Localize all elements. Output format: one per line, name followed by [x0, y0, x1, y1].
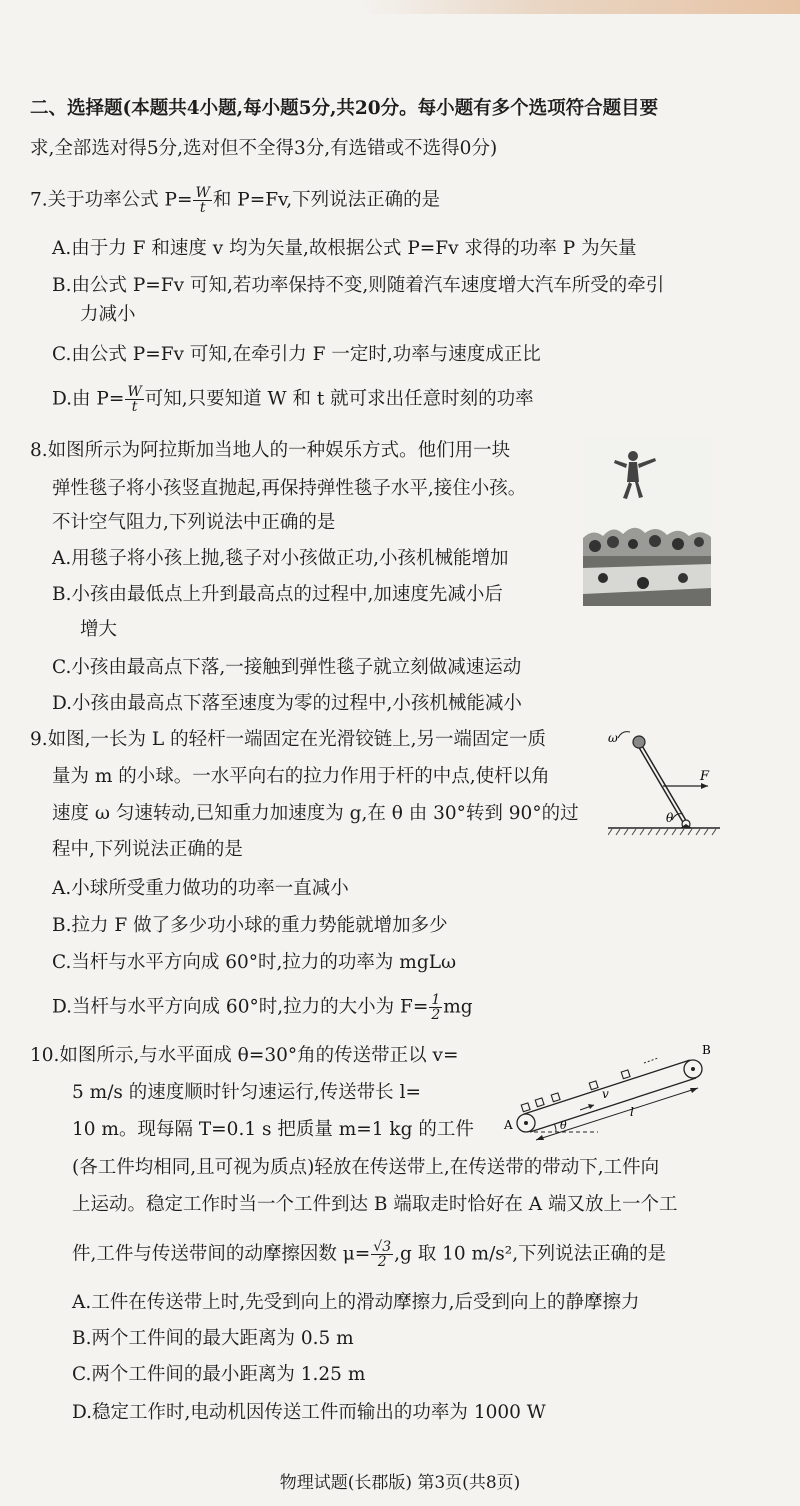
q8-option-b-cont: 增大	[80, 619, 118, 640]
q9-rod-diagram	[608, 726, 720, 836]
ball	[633, 736, 645, 748]
label-a: A	[504, 1118, 513, 1132]
q10-stem-line6: 件,工件与传送带间的动摩擦因数 μ= $\frac{√3}{2}$ ,g 取 10 m/s²,下列说法正确的是	[72, 1239, 667, 1270]
workpieces	[521, 1070, 630, 1112]
angle-label: θ	[666, 811, 674, 825]
q10-stem-line4: (各工件均相同,且可视为质点)轻放在传送带上,在传送带的带动下,工件向	[72, 1157, 660, 1178]
label-theta: θ	[560, 1119, 567, 1132]
section-heading-line2: 求,全部选对得5分,选对但不全得3分,有选错或不选得0分)	[30, 138, 498, 159]
label-b: B	[702, 1043, 711, 1057]
q10-stem-line2: 5 m/s 的速度顺时针匀速运行,传送带长 l=	[72, 1082, 421, 1103]
q9-option-d: D.当杆与水平方向成 60°时,拉力的大小为 F= $\frac{1}{2}$ mg	[52, 992, 473, 1023]
q7-option-b: B.由公式 P=Fv 可知,若功率保持不变,则随着汽车速度增大汽车所受的牵引	[52, 275, 665, 296]
conveyor-belt	[524, 1060, 696, 1132]
section-heading-line1: 二、选择题(本题共4小题,每小题5分,共20分。每小题有多个选项符合题目要	[30, 98, 659, 119]
label-v: v	[602, 1087, 609, 1101]
q8-option-c: C.小孩由最高点下落,一接触到弹性毯子就立刻做减速运动	[52, 657, 522, 678]
paper-edge-decoration	[360, 0, 800, 14]
q7-stem: 7.关于功率公式 P= $\frac{W}{t}$ 和 P=Fv,下列说法正确的是	[30, 185, 441, 216]
crowd	[583, 528, 711, 606]
q9-option-b: B.拉力 F 做了多少功小球的重力势能就增加多少	[52, 915, 448, 936]
page-footer: 物理试题(长郡版) 第3页(共8页)	[279, 1473, 521, 1493]
q10-option-d: D.稳定工作时,电动机因传送工件而输出的功率为 1000 W	[72, 1402, 546, 1423]
q10-option-a: A.工件在传送带上时,先受到向上的滑动摩擦力,后受到向上的静摩擦力	[72, 1292, 640, 1313]
q8-option-d: D.小孩由最高点下落至速度为零的过程中,小孩机械能减小	[52, 693, 522, 714]
q10-mu-fraction: $\frac{√3}{2}$	[373, 1239, 392, 1270]
q8-stem-line3: 不计空气阻力,下列说法中正确的是	[52, 512, 336, 533]
q7-option-b-cont: 力减小	[80, 304, 136, 325]
omega-label: ω	[608, 731, 618, 745]
q10-conveyor-diagram	[498, 1036, 718, 1144]
q7-option-c: C.由公式 P=Fv 可知,在牵引力 F 一定时,功率与速度成正比	[52, 344, 541, 365]
q7-fraction: $\frac{W}{t}$	[195, 185, 210, 216]
q10-option-b: B.两个工件间的最大距离为 0.5 m	[72, 1328, 354, 1349]
q7-option-a: A.由于力 F 和速度 v 均为矢量,故根据公式 P=Fv 求得的功率 P 为矢量	[52, 238, 637, 259]
q10-stem-line1: 10.如图所示,与水平面成 θ=30°角的传送带正以 v=	[30, 1045, 459, 1066]
q9-option-c: C.当杆与水平方向成 60°时,拉力的功率为 mgLω	[52, 952, 457, 973]
q10-option-c: C.两个工件间的最小距离为 1.25 m	[72, 1364, 366, 1385]
q8-option-a: A.用毯子将小孩上抛,毯子对小孩做正功,小孩机械能增加	[52, 548, 509, 569]
q9-stem-line2: 量为 m 的小球。一水平向右的拉力作用于杆的中点,使杆以角	[52, 766, 550, 787]
force-label: F	[700, 769, 710, 784]
q8-stem-line1: 8.如图所示为阿拉斯加当地人的一种娱乐方式。他们用一块	[30, 440, 511, 461]
q9-d-fraction: $\frac{1}{2}$	[431, 992, 441, 1023]
q9-option-a: A.小球所受重力做功的功率一直减小	[52, 878, 349, 899]
q8-option-b: B.小孩由最低点上升到最高点的过程中,加速度先减小后	[52, 584, 503, 605]
q7-d-fraction: $\frac{W}{t}$	[127, 384, 142, 415]
label-l: l	[630, 1105, 634, 1119]
q9-stem-line3: 速度 ω 匀速转动,已知重力加速度为 g,在 θ 由 30°转到 90°的过	[52, 803, 579, 824]
q8-stem-line2: 弹性毯子将小孩竖直抛起,再保持弹性毯子水平,接住小孩。	[52, 478, 527, 499]
q10-stem-line5: 上运动。稳定工作时当一个工件到达 B 端取走时恰好在 A 端又放上一个工	[72, 1194, 678, 1215]
q10-stem-line3: 10 m。现每隔 T=0.1 s 把质量 m=1 kg 的工件	[72, 1119, 474, 1140]
q7-option-d: D.由 P= $\frac{W}{t}$ 可知,只要知道 W 和 t 就可求出任意时刻的功率	[52, 384, 534, 415]
q9-stem-line1: 9.如图,一长为 L 的轻杆一端固定在光滑铰链上,另一端固定一质	[30, 729, 546, 750]
length-arrow	[536, 1088, 698, 1140]
q9-stem-line4: 程中,下列说法正确的是	[52, 839, 243, 860]
q8-blanket-toss-photo	[583, 438, 711, 606]
